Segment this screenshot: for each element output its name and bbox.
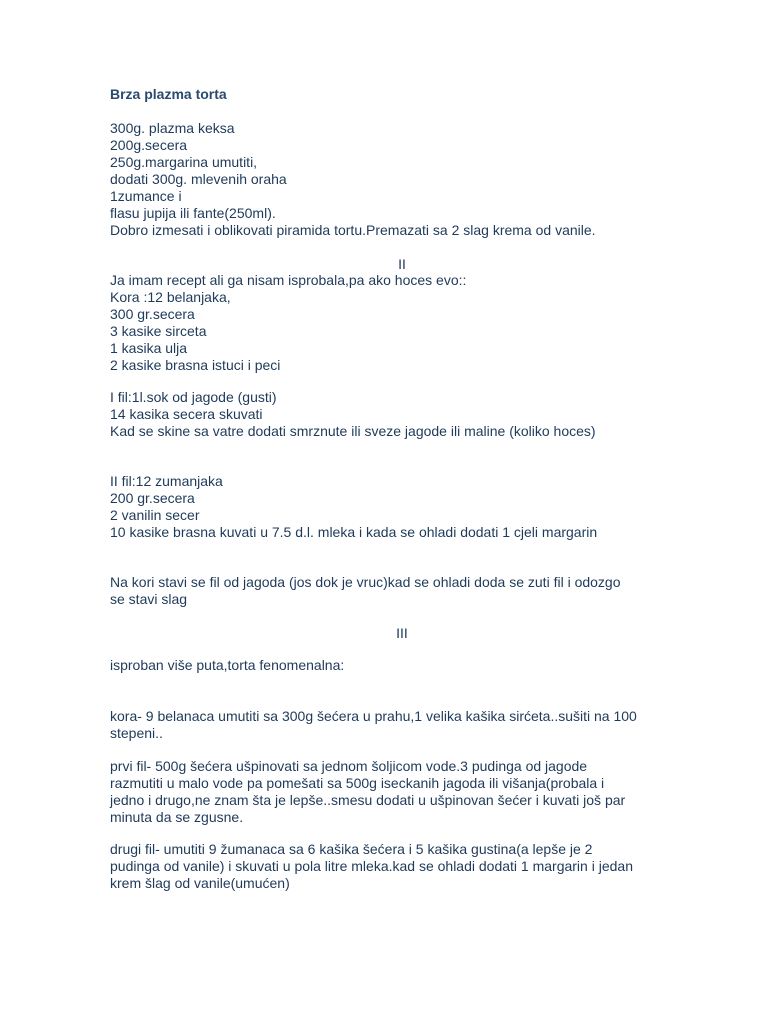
fil2-line: 2 vanilin secer (110, 507, 200, 523)
fil2-line: 200 gr.secera (110, 490, 195, 506)
recipe2-line: 1 kasika ulja (110, 340, 188, 356)
fil2-line: 10 kasike brasna kuvati u 7.5 d.l. mleka i kada se ohladi dodati 1 cjeli margarin (110, 524, 598, 540)
recipe2-line: 3 kasike sirceta (110, 323, 207, 339)
recipe1-line: flasu jupija ili fante(250ml). (110, 205, 276, 221)
recipe2-line: 2 kasike brasna istuci i peci (110, 357, 281, 373)
recipe3-intro: isproban više puta,torta fenomenalna: (110, 657, 345, 673)
assembly-line: Na kori stavi se fil od jagoda (jos dok je vruc)kad se ohladi doda se zuti fil i odozgo (110, 574, 621, 590)
fil1-line: 14 kasika secera skuvati (110, 406, 263, 422)
section-marker-2: II (398, 256, 406, 272)
recipe1-line: 300g. plazma keksa (110, 120, 235, 136)
assembly-line: se stavi slag (110, 591, 188, 607)
prvi-fil-line: prvi fil- 500g šećera ušpinovati sa jednom šoljicom vode.3 pudinga od jagode (110, 758, 588, 774)
prvi-fil-paragraph (110, 758, 695, 826)
kora3-paragraph (110, 708, 695, 742)
recipe1-line: dodati 300g. mlevenih oraha (110, 171, 287, 187)
prvi-fil-line: razmutiti u malo vode pa pomešati sa 500g iseckanih jagoda ili višanja(probala i (110, 775, 605, 791)
drugi-fil-line: pudinga od vanile) i skuvati u pola litre mleka.kad se ohladi dodati 1 margarin i jedan (110, 858, 633, 874)
recipe2-line: 300 gr.secera (110, 306, 195, 322)
recipe1-line: 200g.secera (110, 137, 188, 153)
kora3-line: stepeni.. (110, 725, 163, 741)
recipe2-line: Kora :12 belanjaka, (110, 289, 231, 305)
recipe1-line: Dobro izmesati i oblikovati piramida tortu.Premazati sa 2 slag krema od vanile. (110, 222, 596, 238)
drugi-fil-paragraph (110, 841, 695, 892)
recipe1-line: 250g.margarina umutiti, (110, 154, 258, 170)
recipe-title: Brza plazma torta (110, 86, 227, 102)
prvi-fil-line: minuta da se zgusne. (110, 809, 244, 825)
recipe1-line: 1zumance i (110, 188, 182, 204)
fil1-line: Kad se skine sa vatre dodati smrznute ili sveze jagode ili maline (koliko hoces) (110, 423, 596, 439)
fil2-line: II fil:12 zumanjaka (110, 473, 223, 489)
fil1-line: I fil:1l.sok od jagode (gusti) (110, 389, 277, 405)
prvi-fil-line: jedno i drugo,ne znam šta je lepše..smesu dodati u ušpinovan šećer i kuvati još par (110, 792, 626, 808)
section-marker-3: III (396, 625, 408, 641)
recipe2-line: Ja imam recept ali ga nisam isprobala,pa ako hoces evo:: (110, 272, 467, 288)
drugi-fil-line: krem šlag od vanile(umućen) (110, 875, 290, 891)
kora3-line: kora- 9 belanaca umutiti sa 300g šećera u prahu,1 velika kašika sirćeta..sušiti na 100 (110, 708, 637, 724)
drugi-fil-line: drugi fil- umutiti 9 žumanaca sa 6 kašika šećera i 5 kašika gustina(a lepše je 2 (110, 841, 593, 857)
